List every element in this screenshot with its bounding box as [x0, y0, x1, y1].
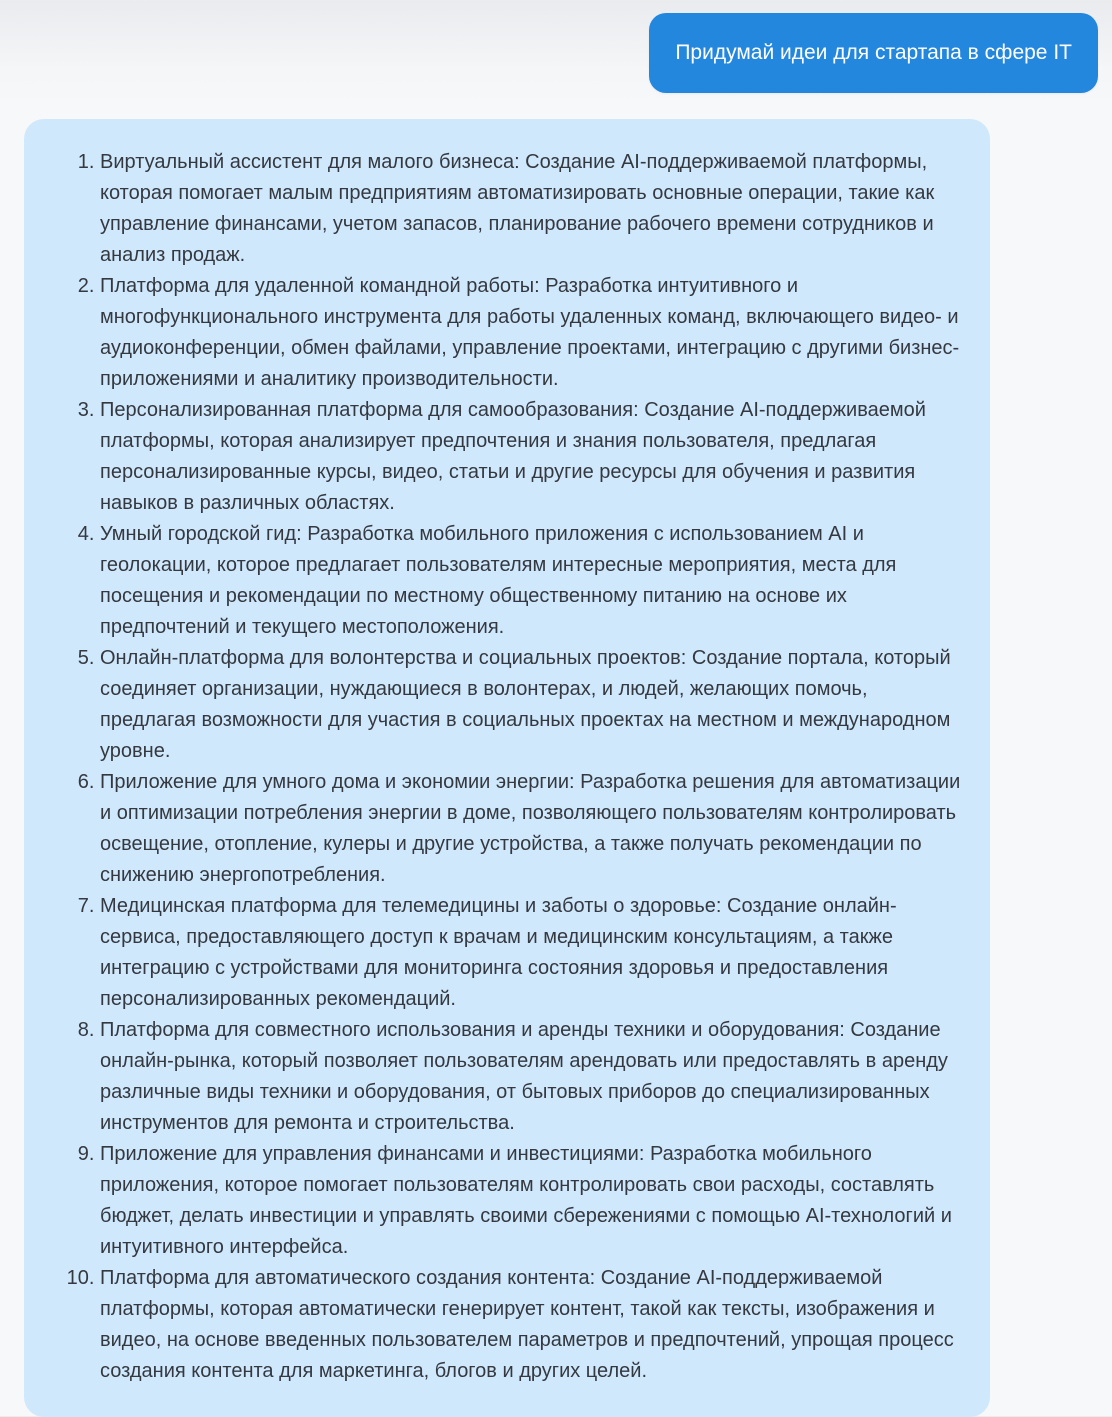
- startup-idea-item: 6. Приложение для умного дома и экономии энергии: Разработка решения для автоматизации и оптимизации потребления энергии в доме, позволяющего пользователям контролировать освещение, отопление, кулеры и другие устройства, а также получать рекомендации по снижению энергопотребления.: [100, 767, 964, 891]
- user-message-bubble: [649, 13, 1098, 93]
- startup-idea-item: 7. Медицинская платформа для телемедицины и заботы о здоровье: Создание онлайн-сервиса, предоставляющего доступ к врачам и медицинским консультациям, а также интеграцию с устройствами для мониторинга состояния здоровья и предоставления персонализированных рекомендаций.: [100, 891, 964, 1015]
- startup-idea-item: 9. Приложение для управления финансами и инвестициями: Разработка мобильного приложения, которое помогает пользователям контролировать свои расходы, составлять бюджет, делать инвестиции и управлять своими сбережениями с помощью AI-технологий и интуитивного интерфейса.: [100, 1139, 964, 1263]
- startup-idea-item: 5. Онлайн-платформа для волонтерства и социальных проектов: Создание портала, который соединяет организации, нуждающиеся в волонтерах, и людей, желающих помочь, предлагая возможности для участия в социальных проектах на местном и международном уровне.: [100, 643, 964, 767]
- startup-idea-item: 3. Персонализированная платформа для самообразования: Создание AI-поддерживаемой платформы, которая анализирует предпочтения и знания пользователя, предлагая персонализированные курсы, видео, статьи и другие ресурсы для обучения и развития навыков в различных областях.: [100, 395, 964, 519]
- startup-idea-item: 2. Платформа для удаленной командной работы: Разработка интуитивного и многофункционального инструмента для работы удаленных команд, включающего видео- и аудиоконференции, обмен файлами, управление проектами, интеграцию с другими бизнес-приложениями и аналитику производительности.: [100, 271, 964, 395]
- startup-idea-item: 8. Платформа для совместного использования и аренды техники и оборудования: Создание онлайн-рынка, который позволяет пользователям арендовать или предоставлять в аренду различные виды техники и оборудования, от бытовых приборов до специализированных инструментов для ремонта и строительства.: [100, 1015, 964, 1139]
- startup-ideas-list: [50, 147, 964, 1387]
- startup-idea-item: 1. Виртуальный ассистент для малого бизнеса: Создание AI-поддерживаемой платформы, которая помогает малым предприятиям автоматизировать основные операции, такие как управление финансами, учетом запасов, планирование рабочего времени сотрудников и анализ продаж.: [100, 147, 964, 271]
- startup-idea-item: 4. Умный городской гид: Разработка мобильного приложения с использованием AI и геолокации, которое предлагает пользователям интересные мероприятия, места для посещения и рекомендации по местному общественному питанию на основе их предпочтений и текущего местоположения.: [100, 519, 964, 643]
- user-message-text: Придумай идеи для стартапа в сфере IT: [675, 41, 1072, 64]
- assistant-message-bubble: [24, 119, 990, 1417]
- startup-idea-item: 10. Платформа для автоматического создания контента: Создание AI-поддерживаемой платформы, которая автоматически генерирует контент, такой как тексты, изображения и видео, на основе введенных пользователем параметров и предпочтений, упрощая процесс создания контента для маркетинга, блогов и других целей.: [100, 1263, 964, 1387]
- user-message-row: [0, 0, 1112, 93]
